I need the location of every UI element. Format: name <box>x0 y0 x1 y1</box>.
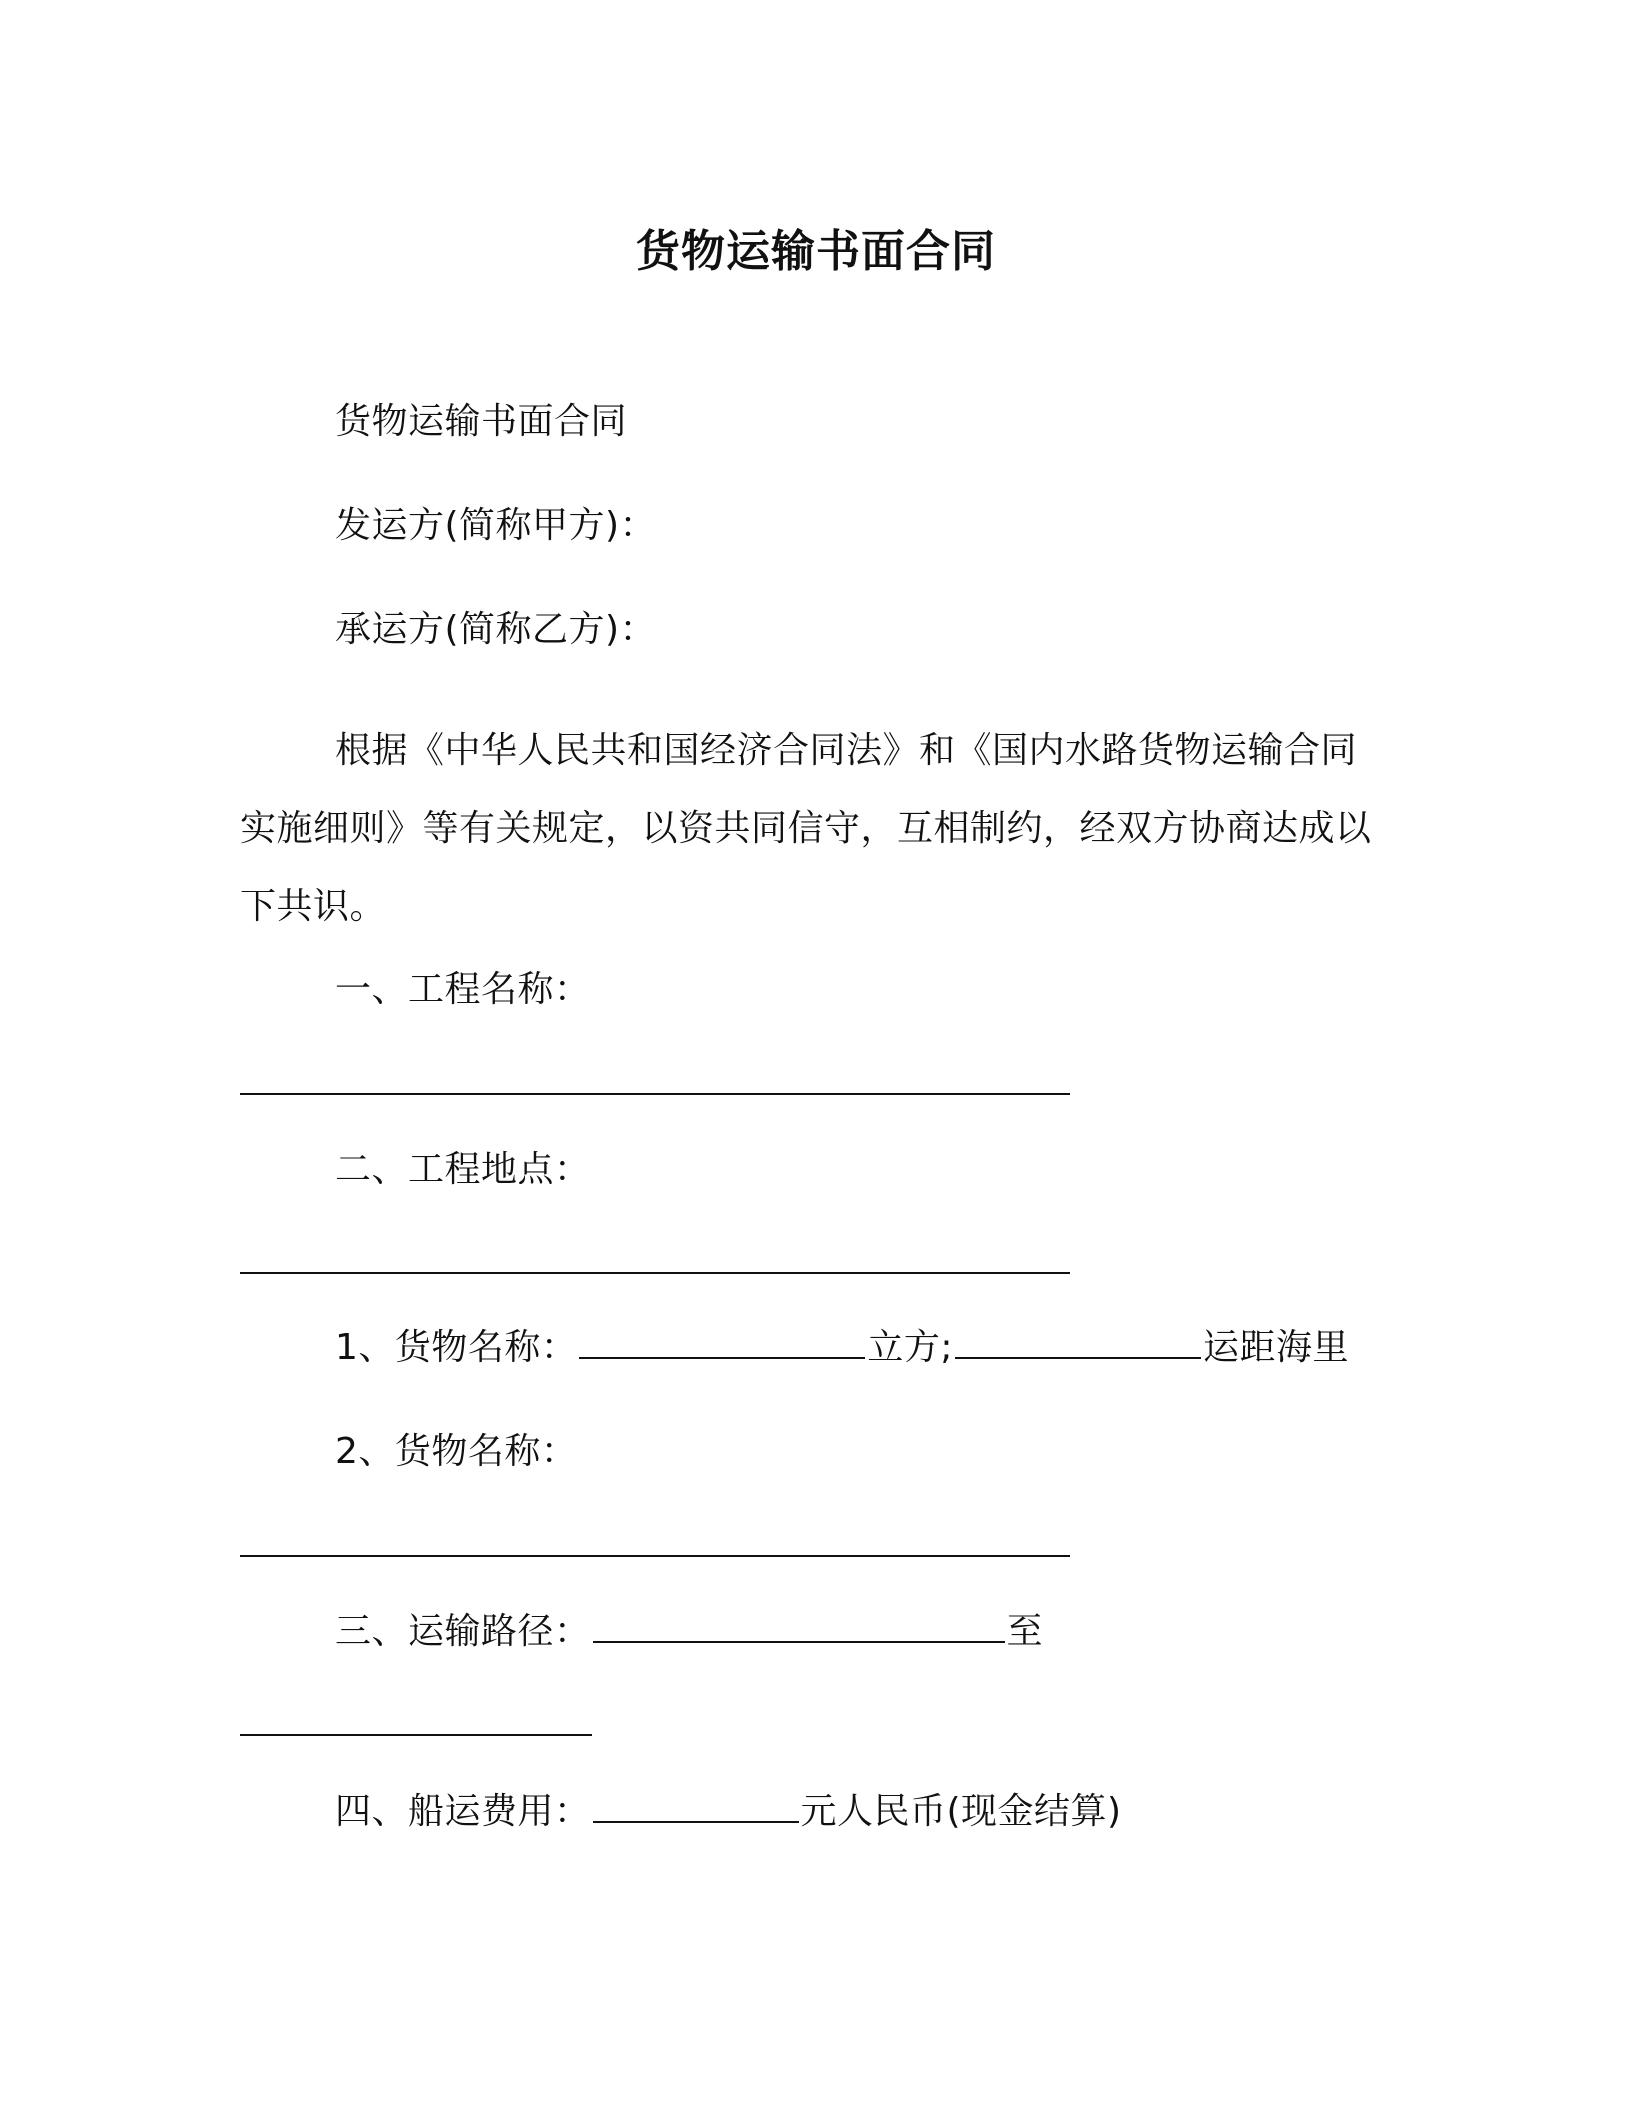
section-4-unit: 元人民币(现金结算) <box>800 1791 1122 1832</box>
section-2-heading: 二、工程地点： <box>335 1149 591 1190</box>
item-1-row <box>335 1322 1495 1374</box>
section-3-origin-blank <box>593 1611 1005 1643</box>
item-1-label: 1、货物名称： <box>335 1327 578 1368</box>
section-4-label: 四、船运费用： <box>335 1791 591 1832</box>
item-1-unit-distance: 运距海里 <box>1203 1327 1350 1368</box>
document-title: 货物运输书面合同 <box>636 226 996 277</box>
item-1-volume-blank <box>579 1327 865 1359</box>
item-1-unit-volume: 立方; <box>867 1327 954 1368</box>
document-subtitle: 货物运输书面合同 <box>335 401 628 442</box>
item-2-blank-line <box>240 1555 1070 1557</box>
section-1-heading: 一、工程名称： <box>335 969 591 1010</box>
item-1-distance-blank <box>955 1327 1201 1359</box>
section-3-to: 至 <box>1006 1611 1044 1652</box>
section-3-destination-blank-line <box>240 1734 592 1736</box>
preamble-paragraph: 根据《中华人民共和国经济合同法》和《国内水路货物运输合同实施细则》等有关规定，以资共同信守，互相制约，经双方协商达成以下共识。 <box>240 730 1372 927</box>
carrier-label: 承运方(简称乙方)： <box>335 609 657 650</box>
section-3-row <box>335 1606 1495 1658</box>
item-2-label: 2、货物名称： <box>335 1431 578 1472</box>
section-2-blank-line <box>240 1272 1070 1274</box>
section-4-row <box>335 1786 1495 1838</box>
section-4-amount-blank <box>593 1791 799 1823</box>
shipper-label: 发运方(简称甲方)： <box>335 505 657 546</box>
section-1-blank-line <box>240 1093 1070 1095</box>
section-3-label: 三、运输路径： <box>335 1611 591 1652</box>
